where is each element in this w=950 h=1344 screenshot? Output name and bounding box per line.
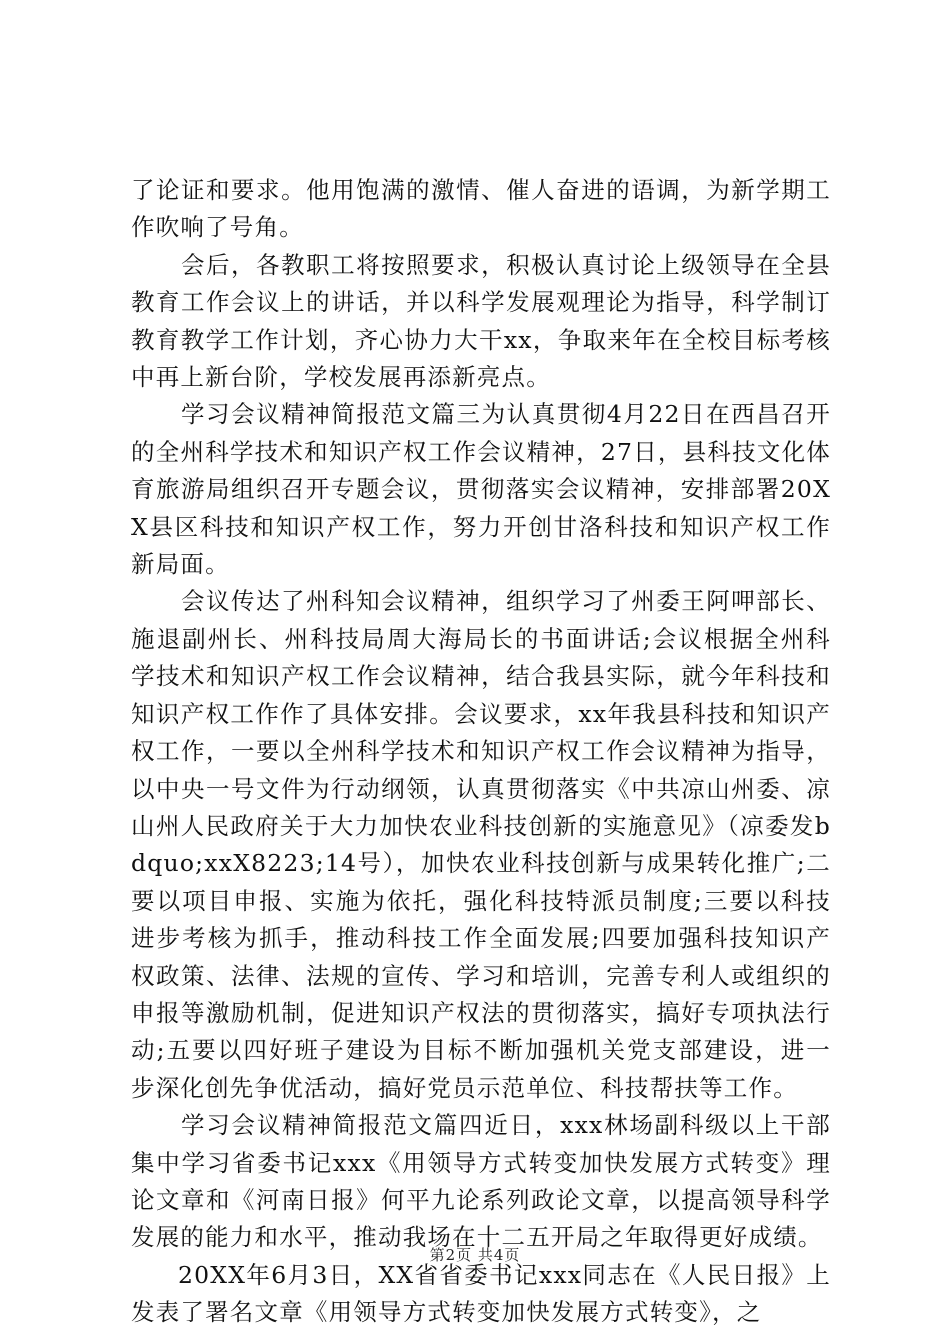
paragraph-sample-three: 学习会议精神简报范文篇三为认真贯彻4月22日在西昌召开的全州科学技术和知识产权工作会议精神，27日，县科技文化体育旅游局组织召开专题会议，贯彻落实会议精神，安排部署20XX县区科技和知识产权工作，努力开创甘洛科技和知识产权工作新局面。 bbox=[131, 400, 831, 579]
page-number-footer: 第2页 共4页 bbox=[429, 1246, 521, 1264]
document-body bbox=[131, 172, 831, 1332]
paragraph-meeting-requirements: 会议传达了州科知会议精神，组织学习了州委王阿呷部长、施退副州长、州科技局周大海局长的书面讲话;会议根据全州科学技术和知识产权工作会议精神，结合我县实际，就今年科技和知识产权工作作了具体安排。会议要求，xx年我县科技和知识产权工作，一要以全州科学技术和知识产权工作会议精神为指导，以中央一号文件为行动纲领，认真贯彻落实《中共凉山州委、凉山州人民政府关于大力加快农业科技创新的实施意见》（凉委发bdquo;xxX8223;14号），加快农业科技创新与成果转化推广;二要以项目申报、实施为依托，强化科技特派员制度;三要以科技进步考核为抓手，推动科技工作全面发展;四要加强科技知识产权政策、法律、法规的宣传、学习和培训，完善专利人或组织的申报等激励机制，促进知识产权法的贯彻落实，搞好专项执法行动;五要以四好班子建设为目标不断加强机关党支部建设，进一步深化创先争优活动，搞好党员示范单位、科技帮扶等工作。 bbox=[131, 587, 831, 1102]
paragraph-continuation: 了论证和要求。他用饱满的激情、催人奋进的语调，为新学期工作吹响了号角。 bbox=[131, 176, 831, 242]
paragraph-meeting-followup: 会后，各教职工将按照要求，积极认真讨论上级领导在全县教育工作会议上的讲话，并以科学发展观理论为指导，科学制订教育教学工作计划，齐心协力大干xx，争取来年在全校目标考核中再上新台阶，学校发展再添新亮点。 bbox=[131, 250, 831, 392]
paragraph-sample-four: 学习会议精神简报范文篇四近日，xxx林场副科级以上干部集中学习省委书记xxx《用领导方式转变加快发展方式转变》理论文章和《河南日报》何平九论系列政论文章，以提高领导科学发展的能力和水平，推动我场在十二五开局之年取得更好成绩。 bbox=[131, 1111, 831, 1252]
paragraph-article-published: 20XX年6月3日，XX省省委书记xxx同志在《人民日报》上发表了署名文章《用领导方式转变加快发展方式转变》，之 bbox=[131, 1260, 832, 1327]
